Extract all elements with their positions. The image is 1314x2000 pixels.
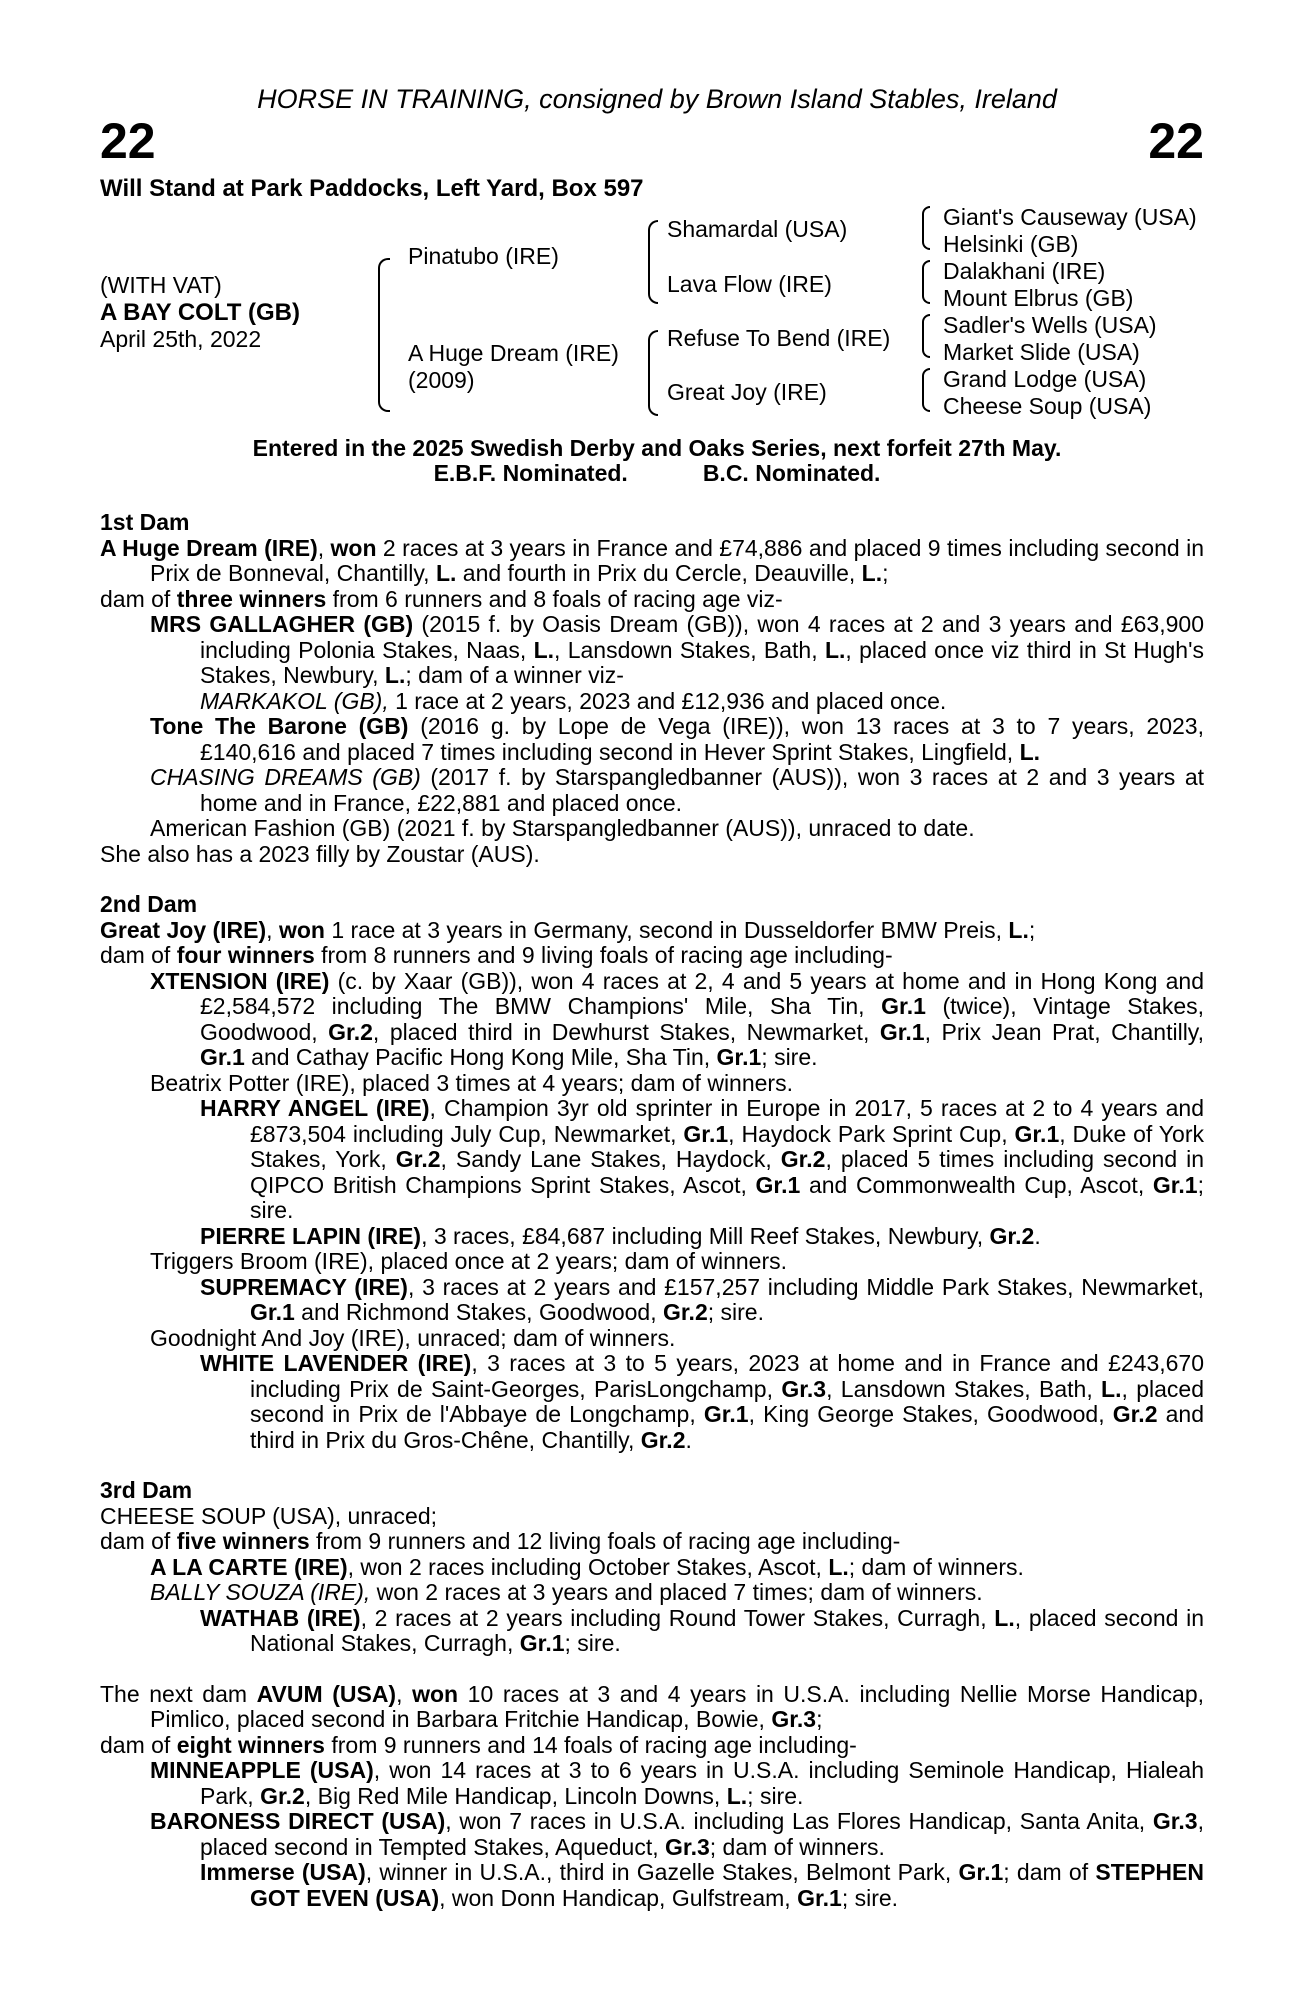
produce-name: BARONESS DIRECT (USA) [150,1808,446,1834]
listed-marker: L. [384,662,406,688]
produce-name: Tone The Barone (GB) [150,713,409,739]
listed-marker: L. [533,636,555,663]
group-marker: Gr.1 [881,993,926,1019]
produce-text: , placed once viz third in St Hugh's Stakes, Newbury, [200,636,1204,688]
produce-xtension [100,969,1204,1071]
fourth-dam-produce-summary [100,1733,1204,1759]
vat-label: (WITH VAT) [100,272,222,298]
winners-count: four winners [176,942,315,968]
group-marker: Gr.3 [771,1706,817,1732]
produce-text: , winner in U.S.A., third in Gazelle Stakes, Belmont Park, [365,1859,959,1885]
gen3-8: Cheese Soup (USA) [943,393,1152,419]
summary-text: dam of [100,1528,177,1554]
winners-count: three winners [176,585,327,612]
brace-g3-1 [922,206,930,250]
second-dam-heading: 2nd Dam [100,891,198,917]
fourth-dam-intro: The next dam [100,1680,257,1707]
listed-marker: L. [994,1604,1015,1631]
gen3-7: Grand Lodge (USA) [943,366,1147,392]
produce-name: XTENSION (IRE) [150,967,330,994]
produce-text: , placed second in Tempted Stakes, Aqueduct, [200,1808,1204,1860]
brace-gen1 [378,258,390,412]
produce-markakol [100,689,1204,715]
fourth-dam-text: 10 races at 3 and 4 years in U.S.A. including Nellie Morse Handicap, Pimlico, placed second in Barbara Fritchie Handicap, Bowie, [150,1680,1205,1732]
produce-text: ; sire. [747,1782,804,1809]
produce-text: , King George Stakes, Goodwood, [748,1401,1113,1427]
produce-text: and third in Prix du Gros-Chêne, Chantilly, [250,1401,1205,1453]
dam-year: (2009) [408,367,475,393]
produce-minneapple [100,1758,1204,1809]
produce-text: , placed second in National Stakes, Curragh, [250,1604,1205,1656]
produce-text: ; dam of a winner viz- [405,662,624,688]
listed-marker: L. [824,636,846,663]
produce-text: , Lansdown Stakes, Bath, [826,1375,1102,1402]
brace-g3-4 [922,368,930,412]
brace-g3-3 [922,314,930,358]
produce-name: PIERRE LAPIN (IRE) [200,1222,422,1249]
produce-goodnight-and-joy: Goodnight And Joy (IRE), unraced; dam of winners. [150,1324,676,1351]
listed-marker: L. [861,560,883,586]
produce-text: , 3 races, £84,687 including Mill Reef Stakes, Newbury, [421,1222,990,1249]
group-marker: Gr.1 [1152,1171,1198,1198]
first-dam-heading: 1st Dam [100,509,190,535]
horse-description: A BAY COLT (GB) [100,299,301,326]
won-label: won [330,534,377,561]
produce-text: ; dam of winners. [709,1833,885,1860]
produce-text: . [685,1426,692,1453]
produce-text: , Prix Jean Prat, Chantilly, [924,1018,1204,1045]
group-marker: Gr.3 [781,1375,827,1402]
catalogue-body [100,510,1204,1911]
produce-text: ; sire. [761,1044,818,1070]
produce-name: STEPHEN GOT EVEN (USA) [250,1859,1204,1911]
brace-sire [648,220,658,304]
listed-marker: L. [1101,1375,1122,1402]
produce-name: WHITE LAVENDER (IRE) [200,1350,472,1376]
group-marker: Gr.1 [703,1401,749,1427]
group-marker: Gr.2 [328,1018,373,1045]
summary-text: from 8 runners and 9 living foals of racing age including- [314,942,893,968]
gen3-6: Market Slide (USA) [943,339,1140,365]
second-dam-text: 1 race at 3 years in Germany, second in Dusseldorfer BMW Preis, [324,916,1009,943]
group-marker: Gr.1 [797,1884,842,1911]
group-marker: Gr.2 [640,1426,686,1453]
winners-count: five winners [176,1528,310,1554]
winners-count: eight winners [176,1731,325,1758]
produce-text: (c. by Xaar (GB)), won 4 races at 2, 4 and 5 years at home and in Hong Kong and £2,584,572 including The BMW Champions' Mile, Sha Tin, [200,967,1204,1019]
first-dam-entry: A Huge Dream (IRE), won 2 races at 3 years in France and £74,886 and placed 9 times including second in Prix de Bonneval, Chantilly, L. and fourth in Prix du Cercle, Deauville, L.; [100,534,1204,586]
produce-text: ; dam of [1003,1859,1096,1885]
produce-text: ; sire. [707,1299,764,1325]
third-dam-produce-summary [100,1529,1204,1555]
summary-text: dam of [100,1731,177,1758]
produce-triggers-broom: Triggers Broom (IRE), placed once at 2 years; dam of winners. [150,1248,788,1274]
produce-text: (2016 g. by Lope de Vega (IRE)), won 13 races at 3 to 7 years, 2023, £140,616 and placed 7 times including second in Hever Sprint Stakes, Lingfield, [200,713,1204,765]
group-marker: Gr.1 [958,1859,1004,1885]
produce-text: ; sire. [841,1884,899,1911]
lot-number-right: 22 [1148,113,1204,169]
first-dam-produce-summary [100,587,1204,613]
fourth-dam-name: AVUM (USA) [256,1680,397,1707]
produce-bally-souza [100,1580,1204,1606]
produce-text: (twice), Vintage Stakes, Goodwood, [200,993,1205,1045]
produce-text: ; sire. [250,1171,1204,1223]
group-marker: Gr.1 [250,1299,295,1325]
produce-text: , won 7 races in U.S.A. including Las Flores Handicap, Santa Anita, [445,1808,1153,1834]
summary-text: dam of [100,585,177,612]
group-marker: Gr.3 [665,1833,710,1860]
first-dam-text: 2 races at 3 years in France and £74,886 and placed 9 times including second in Prix de Bonneval, Chantilly, [150,534,1204,586]
listed-marker: L. [726,1782,748,1809]
gen3-5: Sadler's Wells (USA) [943,312,1157,338]
produce-text: 1 race at 2 years, 2023 and £12,936 and placed once. [388,687,947,714]
gen2-sire-sire: Shamardal (USA) [667,216,848,242]
gen2-dam-dam: Great Joy (IRE) [667,379,827,405]
produce-text: ; sire. [564,1630,621,1656]
second-dam-name: Great Joy (IRE) [100,916,267,943]
produce-text: , Lansdown Stakes, Bath, [554,636,825,663]
stand-location: Will Stand at Park Paddocks, Left Yard, Box 597 [100,175,644,202]
won-label: won [278,916,325,943]
brace-dam [648,330,658,416]
group-marker: Gr.1 [683,1120,729,1147]
produce-white-lavender [100,1351,1204,1453]
produce-name: SUPREMACY (IRE) [200,1273,408,1300]
produce-baroness-direct [100,1809,1204,1860]
produce-text: , Champion 3yr old sprinter in Europe in 2017, 5 races at 2 to 4 years and £873,504 including July Cup, Newmarket, [250,1095,1204,1147]
group-marker: Gr.2 [662,1299,708,1325]
produce-beatrix-potter: Beatrix Potter (IRE), placed 3 times at 4 years; dam of winners. [150,1069,793,1096]
produce-name: MINNEAPPLE (USA) [150,1757,374,1783]
listed-marker: L. [1019,738,1041,765]
group-marker: Gr.2 [1112,1401,1158,1427]
group-marker: Gr.2 [989,1222,1035,1249]
produce-text: , won 2 races including October Stakes, Ascot, [347,1553,829,1580]
summary-text: from 9 runners and 14 foals of racing age including- [324,1731,857,1758]
produce-harry-angel [100,1096,1204,1224]
produce-american-fashion: American Fashion (GB) (2021 f. by Starspangledbanner (AUS)), unraced to date. [150,815,975,841]
listed-marker: L. [828,1553,849,1580]
second-dam-text: ; [1028,916,1036,943]
group-marker: Gr.1 [519,1630,565,1656]
produce-text: , Sandy Lane Stakes, Haydock, [440,1146,781,1172]
produce-pierre-lapin [100,1224,1204,1250]
produce-name: MARKAKOL (GB), [200,687,389,714]
produce-text: , 2 races at 2 years including Round Tower Stakes, Curragh, [360,1604,995,1631]
fourth-dam-text: ; [816,1706,823,1732]
entries-line: Entered in the 2025 Swedish Derby and Oaks Series, next forfeit 27th May. [252,435,1062,461]
group-marker: Gr.2 [260,1782,305,1809]
bc-nomination: B.C. Nominated. [702,460,881,486]
brace-g3-2 [922,260,930,304]
produce-text: and Commonwealth Cup, Ascot, [800,1171,1153,1198]
produce-immerse [100,1860,1204,1911]
produce-wathab [100,1606,1204,1657]
produce-text: , placed 5 times including second in QIPCO British Champions Sprint Stakes, Ascot, [250,1146,1204,1198]
produce-name: MRS GALLAGHER (GB) [150,611,414,637]
group-marker: Gr.2 [780,1146,826,1172]
produce-text: and Richmond Stakes, Goodwood, [294,1299,663,1325]
produce-name: Immerse (USA) [200,1859,366,1885]
produce-text: won 2 races at 3 years and placed 7 times; dam of winners. [370,1579,983,1605]
nominations-line [0,461,1314,486]
produce-text: (2017 f. by Starspangledbanner (AUS)), won 3 races at 2 and 3 years at home and in France, £22,881 and placed once. [200,764,1204,816]
produce-text: , Big Red Mile Handicap, Lincoln Downs, [304,1782,727,1809]
ebf-nomination: E.B.F. Nominated. [433,460,628,486]
lot-number-left: 22 [100,113,156,169]
group-marker: Gr.2 [395,1146,441,1172]
produce-name: CHASING DREAMS (GB) [150,764,421,790]
first-dam-name: A Huge Dream (IRE) [100,534,318,561]
produce-text: , won 14 races at 3 to 6 years in U.S.A. including Seminole Handicap, Hialeah Park, [200,1757,1204,1809]
produce-name: WATHAB (IRE) [200,1604,361,1631]
produce-text: (2015 f. by Oasis Dream (GB)), won 4 races at 2 and 3 years and £63,900 including Polonia Stakes, Naas, [200,611,1204,663]
produce-supremacy [100,1275,1204,1326]
summary-text: dam of [100,942,177,968]
produce-text: , Duke of York Stakes, York, [250,1120,1204,1172]
summary-text: from 9 runners and 12 living foals of racing age including- [309,1528,901,1554]
second-dam-entry: Great Joy (IRE), won 1 race at 3 years in Germany, second in Dusseldorfer BMW Preis, L.; [100,916,1036,943]
produce-text: , placed second in Prix de l'Abbaye de Longchamp, [250,1375,1204,1427]
foaling-date: April 25th, 2022 [100,326,262,352]
second-dam-produce-summary [100,943,1204,969]
produce-text: , 3 races at 3 to 5 years, 2023 at home and in France and £243,670 including Prix de Saint-Georges, ParisLongchamp, [250,1350,1205,1402]
gen3-2: Helsinki (GB) [943,231,1079,257]
produce-text: , won Donn Handicap, Gulfstream, [439,1884,798,1911]
page-header-title: HORSE IN TRAINING, consigned by Brown Island Stables, Ireland [257,84,1057,114]
won-label: won [412,1680,459,1707]
produce-name: BALLY SOUZA (IRE), [150,1579,371,1605]
produce-mrs-gallagher [100,612,1204,689]
produce-a-la-carte [100,1555,1204,1581]
gen3-4: Mount Elbrus (GB) [943,285,1134,311]
listed-marker: L. [435,560,457,586]
fourth-dam-entry: The next dam AVUM (USA), won 10 races at 3 and 4 years in U.S.A. including Nellie Morse Handicap, Pimlico, placed second in Barbara Fritchie Handicap, Bowie, Gr.3; [100,1680,1205,1732]
produce-text: , 3 races at 2 years and £157,257 including Middle Park Stakes, Newmarket, [407,1273,1204,1300]
listed-marker: L. [1008,916,1029,943]
produce-text: ; dam of winners. [848,1553,1024,1580]
also-has-note: She also has a 2023 filly by Zoustar (AUS). [100,840,540,867]
gen2-dam-sire: Refuse To Bend (IRE) [667,325,891,351]
produce-tone-the-barone [100,714,1204,765]
group-marker: Gr.1 [716,1044,762,1070]
sire-name: Pinatubo (IRE) [408,243,559,269]
group-marker: Gr.1 [755,1171,801,1198]
third-dam-heading: 3rd Dam [100,1477,193,1503]
group-marker: Gr.1 [200,1044,245,1070]
dam-name: A Huge Dream (IRE) [408,340,619,366]
gen2-sire-dam: Lava Flow (IRE) [667,271,832,297]
third-dam-entry: CHEESE SOUP (USA), unraced; [100,1502,438,1529]
produce-text: and Cathay Pacific Hong Kong Mile, Sha Tin, [244,1044,717,1070]
group-marker: Gr.1 [879,1018,925,1045]
gen3-1: Giant's Causeway (USA) [943,204,1197,230]
first-dam-text: and fourth in Prix du Cercle, Deauville, [456,560,862,586]
group-marker: Gr.1 [1014,1120,1060,1147]
produce-text: , placed third in Dewhurst Stakes, Newmarket, [372,1018,880,1045]
summary-text: from 6 runners and 8 foals of racing age viz- [326,585,783,612]
produce-text: , Haydock Park Sprint Cup, [728,1120,1015,1147]
produce-chasing-dreams [100,765,1204,816]
produce-text: . [1034,1222,1041,1249]
gen3-3: Dalakhani (IRE) [943,258,1106,284]
group-marker: Gr.3 [1152,1808,1198,1834]
first-dam-text: ; [882,560,889,586]
produce-name: A LA CARTE (IRE) [150,1553,348,1580]
produce-name: HARRY ANGEL (IRE) [200,1095,430,1121]
